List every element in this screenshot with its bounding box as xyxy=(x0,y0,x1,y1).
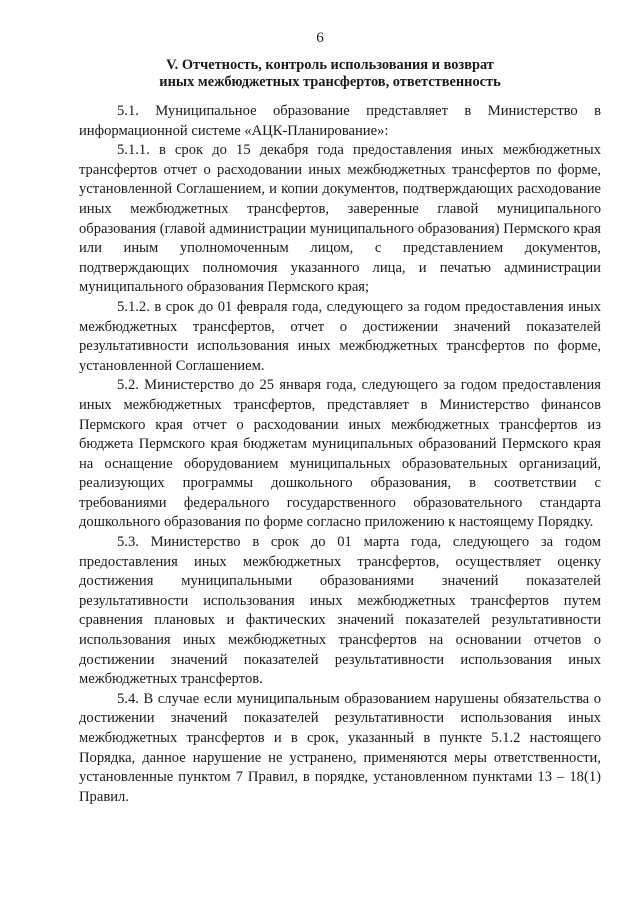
section-heading-line-1: V. Отчетность, контроль использования и возврат xyxy=(166,57,494,73)
paragraph-5-3: 5.3. Министерство в срок до 01 марта года, следующего за годом предоставления иных межбюджетных трансфертов, осуществляет оценку достижения муниципальными образованиями значений показателей результативности использования иных межбюджетных трансфертов путем сравнения плановых и фактических значений показателей результативности использования иных межбюджетных трансфертов на основании отчетов о достижении значений показателей результативности использования иных межбюджетных трансфертов. xyxy=(79,534,601,688)
body-text xyxy=(79,102,601,807)
section-heading xyxy=(60,57,600,91)
paragraph-5-1-1: 5.1.1. в срок до 15 декабря года предоставления иных межбюджетных трансфертов отчет о расходовании иных межбюджетных трансфертов по форме, установленной Соглашением, и копии документов, подтверждающих расходование иных межбюджетных трансфертов, заверенные главой муниципального образования (главой администрации муниципального образования) Пермского края или иным уполномоченным лицом, с представлением документов, подтверждающих полномочия указанного лица, и печатью администрации муниципального образования Пермского края; xyxy=(79,142,601,296)
paragraph-5-1-2: 5.1.2. в срок до 01 февраля года, следующего за годом предоставления иных межбюджетных трансфертов, отчет о достижении значений показателей результативности использования иных межбюджетных трансфертов по форме, установленной Соглашением. xyxy=(79,298,601,374)
paragraph-5-2: 5.2. Министерство до 25 января года, следующего за годом предоставления иных межбюджетных трансфертов, представляет в Министерство финансов Пермского края отчет о расходовании иных межбюджетных трансфертов из бюджета Пермского края бюджетам муниципальных образований Пермского края на оснащение оборудованием муниципальных образовательных организаций, реализующих программы дошкольного образования, в соответствии с требованиями федерального государственного образовательного стандарта дошкольного образования по форме согласно приложению к настоящему Порядку. xyxy=(79,377,601,531)
page-number: 6 xyxy=(316,30,324,46)
paragraph-5-1: 5.1. Муниципальное образование представляет в Министерство в информационной системе «АЦК-Планирование»: xyxy=(79,103,601,139)
paragraph-5-4: 5.4. В случае если муниципальным образованием нарушены обязательства о достижении значений показателей результативности использования иных межбюджетных трансфертов и в срок, указанный в пункте 5.1.2 настоящего Порядка, данное нарушение не устранено, применяются меры ответственности, установленные пунктом 7 Правил, в порядке, установленном пунктами 13 – 18(1) Правил. xyxy=(79,690,601,805)
section-heading-line-2: иных межбюджетных трансфертов, ответственность xyxy=(159,74,501,90)
